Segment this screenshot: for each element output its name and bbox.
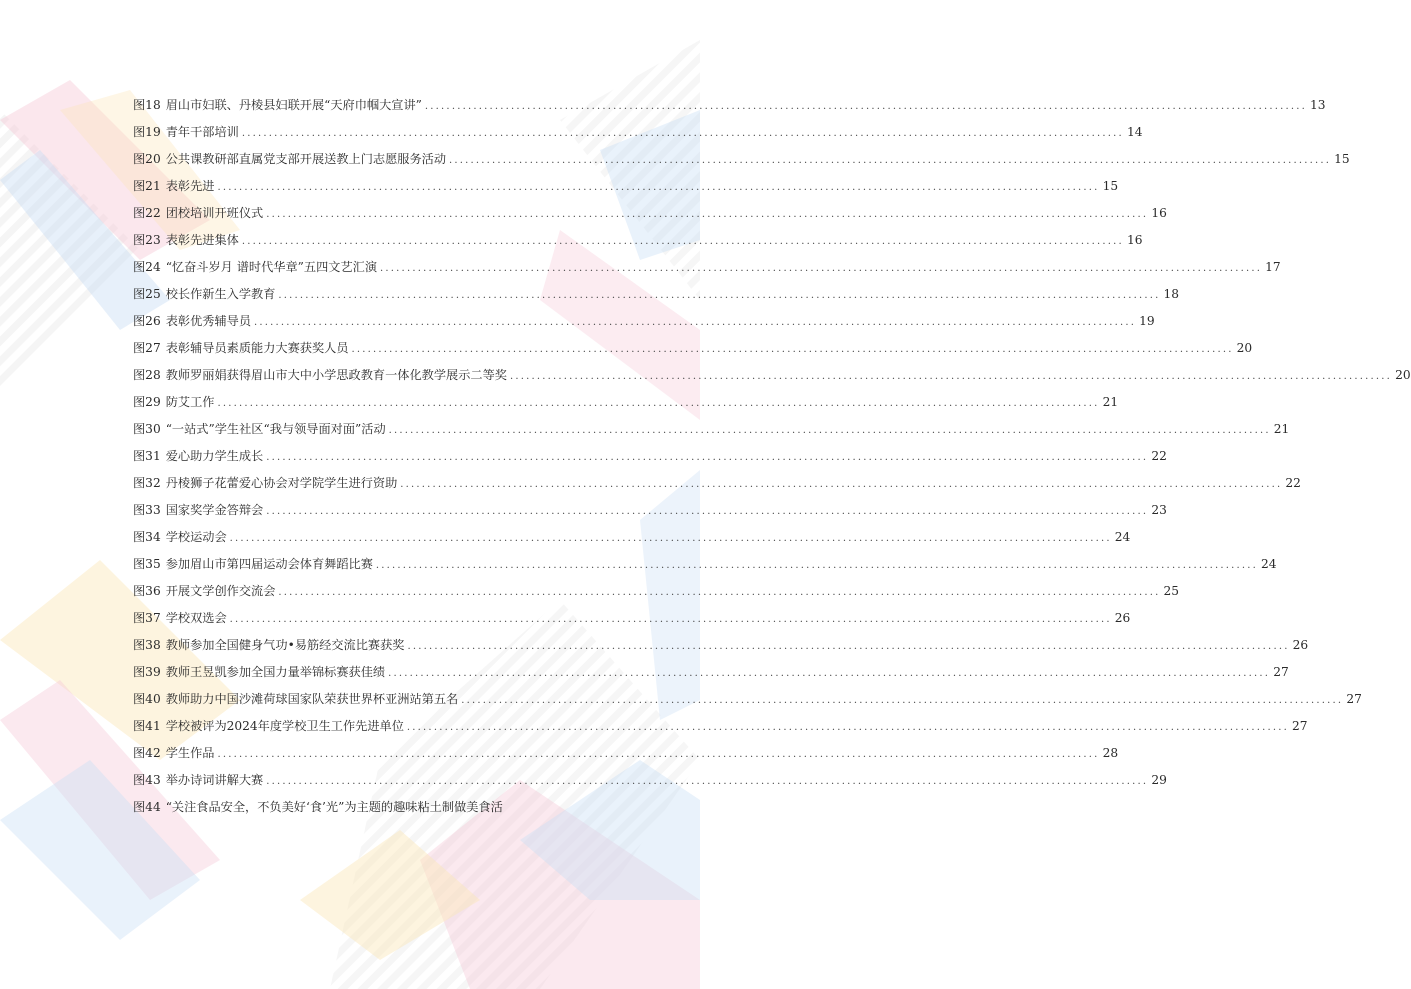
dot-leader xyxy=(230,525,1112,552)
dot-leader xyxy=(380,255,1262,282)
toc-entry[interactable] xyxy=(133,713,1308,740)
figure-number: 图39 xyxy=(133,665,161,679)
figure-number: 图33 xyxy=(133,503,161,517)
toc-entry[interactable] xyxy=(133,254,1281,281)
figure-title: “忆奋斗岁月 谱时代华章”五四文艺汇演 xyxy=(165,260,378,274)
toc-entry[interactable] xyxy=(133,308,1155,335)
figure-title: 表彰先进集体 xyxy=(165,233,239,247)
toc-entry[interactable] xyxy=(133,578,1180,605)
page-number: 26 xyxy=(1114,611,1131,625)
page-number: 24 xyxy=(1114,530,1131,544)
figure-number: 图27 xyxy=(133,341,161,355)
toc-entry[interactable] xyxy=(133,443,1167,470)
figure-title: 教师罗丽娟获得眉山市大中小学思政教育一体化教学展示二等奖 xyxy=(165,368,507,382)
toc-entry[interactable] xyxy=(133,686,1362,713)
dot-leader xyxy=(266,498,1148,525)
toc-entry[interactable] xyxy=(133,200,1167,227)
figure-title: 爱心助力学生成长 xyxy=(165,449,264,463)
toc-entry[interactable] xyxy=(133,740,1119,767)
page-number: 22 xyxy=(1285,476,1301,490)
page-number: 24 xyxy=(1261,557,1277,571)
page-number: 27 xyxy=(1273,665,1289,679)
figure-number: 图42 xyxy=(133,746,161,760)
toc-entry[interactable] xyxy=(133,551,1277,578)
figure-title: 眉山市妇联、丹棱县妇联开展“天府巾帼大宣讲” xyxy=(165,98,422,112)
dot-leader xyxy=(407,633,1289,660)
page-number: 29 xyxy=(1151,773,1167,787)
dot-leader xyxy=(400,471,1282,498)
figure-title: 表彰优秀辅导员 xyxy=(165,314,252,328)
figure-number: 图38 xyxy=(133,638,161,652)
page-number: 19 xyxy=(1139,314,1155,328)
figure-number: 图20 xyxy=(133,152,161,166)
figure-number: 图31 xyxy=(133,449,161,463)
dot-leader xyxy=(510,363,1392,390)
page-number: 22 xyxy=(1151,449,1167,463)
page-number: 27 xyxy=(1346,692,1362,706)
figure-title: 开展文学创作交流会 xyxy=(165,584,276,598)
page-number: 21 xyxy=(1273,422,1290,436)
figure-number: 图29 xyxy=(133,395,161,409)
dot-leader xyxy=(388,660,1270,687)
dot-leader xyxy=(266,201,1148,228)
dot-leader xyxy=(230,606,1112,633)
toc-entry[interactable] xyxy=(133,470,1301,497)
page-number: 15 xyxy=(1102,179,1119,193)
page-number: 25 xyxy=(1163,584,1180,598)
dot-leader xyxy=(449,147,1331,174)
toc-entry[interactable] xyxy=(133,497,1167,524)
dot-leader xyxy=(217,174,1099,201)
toc-entry[interactable] xyxy=(133,281,1180,308)
dot-leader xyxy=(407,714,1289,741)
toc-entry[interactable] xyxy=(133,524,1131,551)
page-number: 26 xyxy=(1292,638,1309,652)
figure-number: 图37 xyxy=(133,611,161,625)
page-number: 14 xyxy=(1126,125,1143,139)
figure-title: 教师参加全国健身气功•易筋经交流比赛获奖 xyxy=(165,638,405,652)
figure-title: 公共课教研部直属党支部开展送教上门志愿服务活动 xyxy=(165,152,447,166)
toc-entry[interactable] xyxy=(133,227,1143,254)
dot-leader xyxy=(278,282,1160,309)
figure-number: 图43 xyxy=(133,773,161,787)
figure-number: 图44 xyxy=(133,800,161,814)
figure-title: 举办诗词讲解大赛 xyxy=(165,773,264,787)
dot-leader xyxy=(389,417,1271,444)
figure-title: 青年干部培训 xyxy=(165,125,239,139)
page-number: 27 xyxy=(1292,719,1308,733)
figure-number: 图26 xyxy=(133,314,161,328)
page-number: 28 xyxy=(1102,746,1119,760)
figure-number: 图32 xyxy=(133,476,161,490)
dot-leader xyxy=(278,579,1160,606)
figure-title: 学生作品 xyxy=(165,746,215,760)
page-number: 13 xyxy=(1310,98,1326,112)
dot-leader xyxy=(425,93,1307,120)
toc-entry[interactable] xyxy=(133,659,1289,686)
page-number: 17 xyxy=(1265,260,1281,274)
toc-entry[interactable] xyxy=(133,335,1253,362)
figure-number: 图30 xyxy=(133,422,161,436)
figure-title: “一站式”学生社区“我与领导面对面”活动 xyxy=(165,422,386,436)
dot-leader xyxy=(242,120,1124,147)
toc-entry[interactable] xyxy=(133,146,1350,173)
dot-leader xyxy=(461,687,1343,714)
page-number: 18 xyxy=(1163,287,1180,301)
toc-entry[interactable] xyxy=(133,173,1119,200)
figure-number: 图34 xyxy=(133,530,161,544)
dot-leader xyxy=(266,444,1148,471)
figure-number: 图18 xyxy=(133,98,161,112)
figure-title: 校长作新生入学教育 xyxy=(165,287,276,301)
toc-entry[interactable] xyxy=(133,119,1143,146)
figure-list xyxy=(133,92,1411,821)
figure-title: 学校被评为2024年度学校卫生工作先进单位 xyxy=(165,719,404,733)
dot-leader xyxy=(254,309,1136,336)
toc-entry[interactable] xyxy=(133,632,1309,659)
figure-number: 图21 xyxy=(133,179,161,193)
figure-title: 表彰先进 xyxy=(165,179,215,193)
dot-leader xyxy=(217,741,1099,768)
figure-title: 团校培训开班仪式 xyxy=(165,206,264,220)
figure-number: 图25 xyxy=(133,287,161,301)
figure-number: 图24 xyxy=(133,260,161,274)
figure-title: 学校运动会 xyxy=(165,530,227,544)
toc-entry[interactable] xyxy=(133,605,1131,632)
figure-title: 教师王昱凯参加全国力量举锦标赛获佳绩 xyxy=(165,665,386,679)
figure-number: 图22 xyxy=(133,206,161,220)
figure-title: 参加眉山市第四届运动会体育舞蹈比赛 xyxy=(165,557,373,571)
figure-title: 表彰辅导员素质能力大赛获奖人员 xyxy=(165,341,349,355)
dot-leader xyxy=(376,552,1258,579)
dot-leader xyxy=(266,768,1148,795)
figure-title: 学校双选会 xyxy=(165,611,227,625)
figure-number: 图23 xyxy=(133,233,161,247)
figure-title: 丹棱狮子花蕾爱心协会对学院学生进行资助 xyxy=(165,476,398,490)
dot-leader xyxy=(217,390,1099,417)
page-number: 16 xyxy=(1126,233,1143,247)
dot-leader xyxy=(352,336,1234,363)
toc-entry[interactable] xyxy=(133,362,1411,389)
page-number: 23 xyxy=(1151,503,1167,517)
figure-number: 图35 xyxy=(133,557,161,571)
page-number: 15 xyxy=(1334,152,1350,166)
toc-entry[interactable] xyxy=(133,794,595,821)
figure-title: 教师助力中国沙滩荷球国家队荣获世界杯亚洲站第五名 xyxy=(165,692,459,706)
figure-number: 图28 xyxy=(133,368,161,382)
figure-title: 国家奖学金答辩会 xyxy=(165,503,264,517)
toc-entry[interactable] xyxy=(133,416,1290,443)
figure-number: 图36 xyxy=(133,584,161,598)
figure-title: “关注食品安全，不负美好‘食’光”为主题的趣味粘土制做美食活 xyxy=(165,800,503,814)
page-number: 20 xyxy=(1236,341,1253,355)
figure-number: 图19 xyxy=(133,125,161,139)
toc-entry[interactable] xyxy=(133,389,1119,416)
figure-number: 图41 xyxy=(133,719,161,733)
toc-entry[interactable] xyxy=(133,92,1326,119)
page-number: 21 xyxy=(1102,395,1119,409)
page-number: 20 xyxy=(1395,368,1411,382)
toc-entry[interactable] xyxy=(133,767,1167,794)
dot-leader xyxy=(242,228,1124,255)
page-number: 16 xyxy=(1151,206,1167,220)
figure-number: 图40 xyxy=(133,692,161,706)
figure-title: 防艾工作 xyxy=(165,395,215,409)
